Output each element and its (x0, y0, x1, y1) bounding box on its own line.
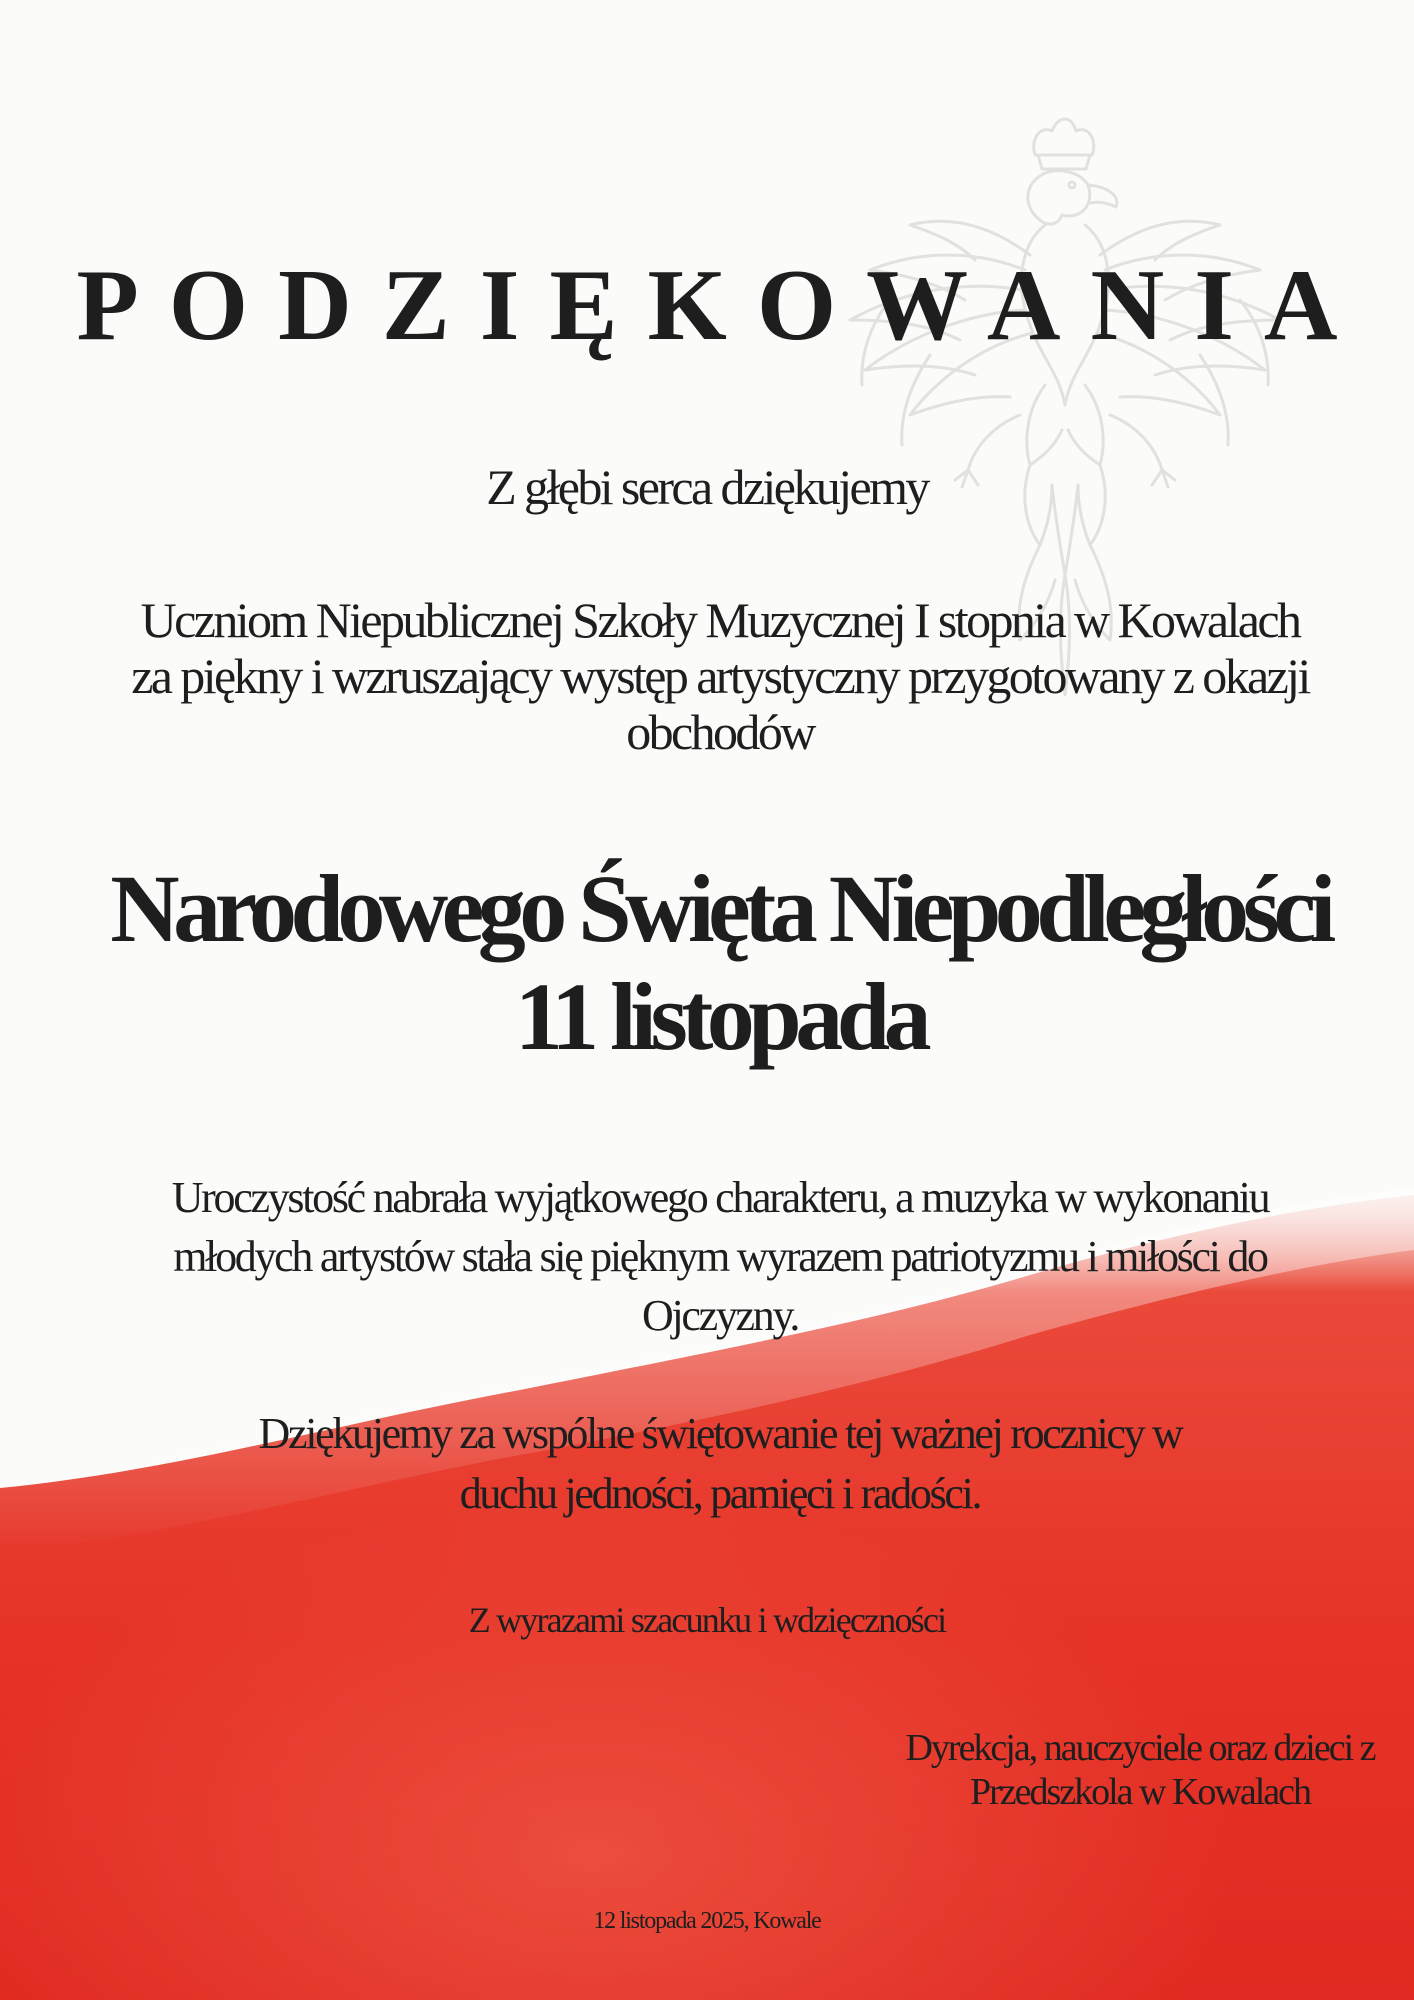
ceremony-paragraph: Uroczystość nabrała wyjątkowego charakteru, a muzyka w wykonaniu młodych artystów stała się pięknym wyrazem patriotyzmu i miłości do Ojczyzny. (171, 1173, 1269, 1340)
holiday-name: Narodowego Święta Niepodległości (110, 855, 1330, 962)
holiday-heading (80, 855, 1360, 1071)
signature-line-2: Przedszkola w Kowalach (969, 1771, 1311, 1813)
intro-line: Z głębi serca dziękujemy (486, 459, 928, 515)
closing-line: Z wyrazami szacunku i wdzięczności (468, 1600, 946, 1640)
holiday-date: 11 listopada (514, 963, 926, 1070)
document-title: PODZIĘKOWANIA (76, 249, 1368, 362)
thanks-paragraph: Dziękujemy za wspólne świętowanie tej ważnej rocznicy w duchu jedności, pamięci i radości. (258, 1409, 1182, 1518)
signature-block (840, 1726, 1414, 1814)
signature-line-1: Dyrekcja, nauczyciele oraz dzieci z (905, 1727, 1375, 1769)
recipients-paragraph: Uczniom Niepublicznej Szkoły Muzycznej I stopnia w Kowalach za piękny i wzruszający występ artystyczny przygotowany z okazji obchodów (131, 592, 1309, 760)
date-place: 12 listopada 2025, Kowale (593, 1908, 821, 1934)
